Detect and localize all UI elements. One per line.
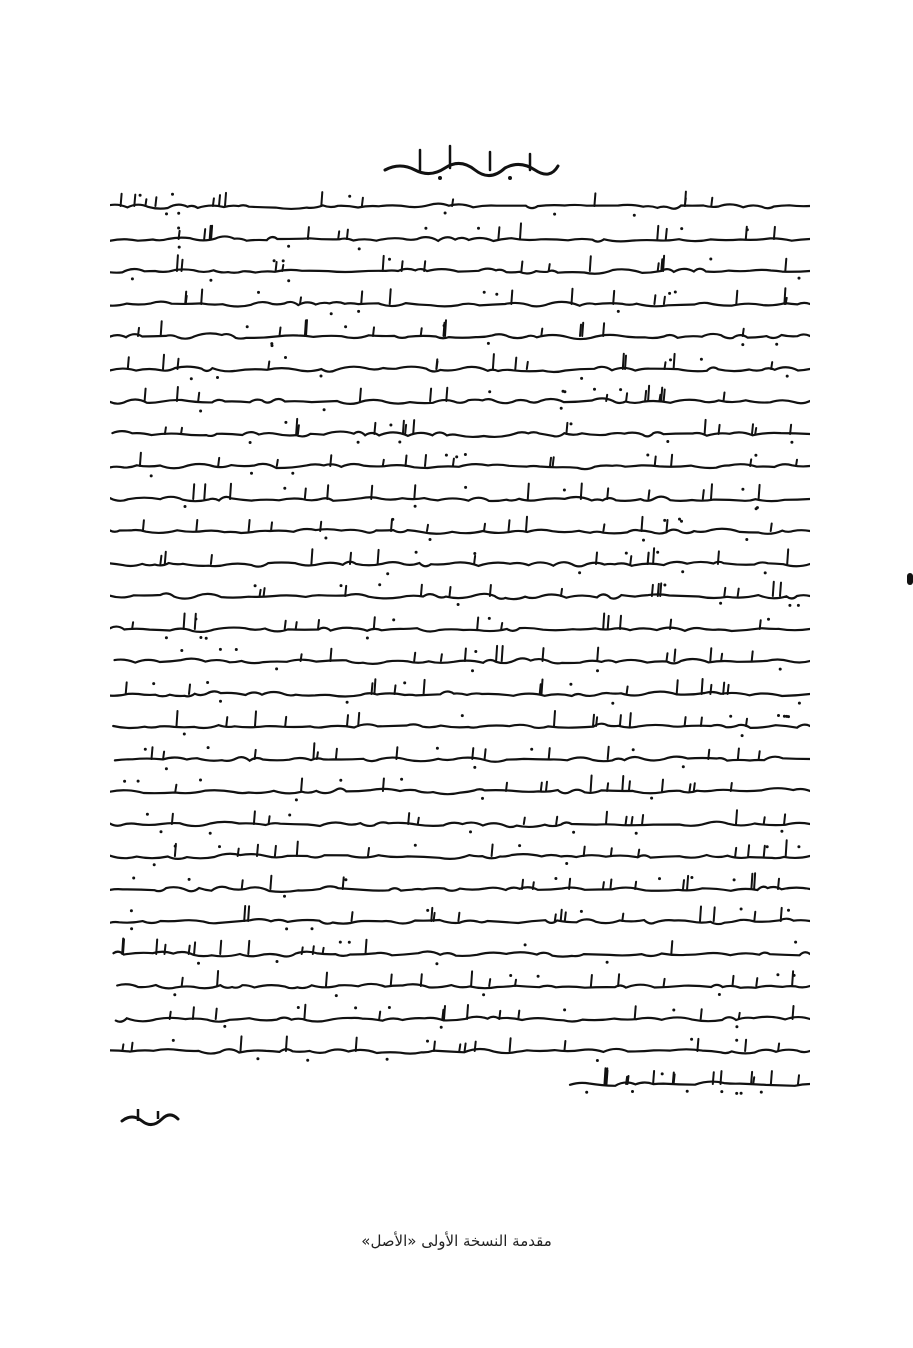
- manuscript-line: [110, 578, 810, 608]
- manuscript-line: [110, 611, 810, 641]
- manuscript-line: [110, 936, 810, 966]
- manuscript-line: [110, 481, 810, 511]
- manuscript-text-block: [110, 140, 810, 1140]
- manuscript-line: [110, 513, 810, 543]
- manuscript-line: [110, 253, 810, 283]
- manuscript-line: [110, 546, 810, 576]
- manuscript-line: [110, 448, 810, 478]
- manuscript-line: [110, 968, 810, 998]
- manuscript-line: [110, 351, 810, 381]
- manuscript-line: [110, 1066, 810, 1096]
- manuscript-line: [110, 708, 810, 738]
- manuscript-line: [110, 806, 810, 836]
- manuscript-line: [110, 838, 810, 868]
- manuscript-line: [110, 188, 810, 218]
- manuscript-line: [110, 221, 810, 251]
- catchword: [120, 1105, 180, 1131]
- manuscript-line: [110, 773, 810, 803]
- manuscript-line: [110, 643, 810, 673]
- manuscript-line: [110, 383, 810, 413]
- page-edge-mark: [907, 573, 913, 585]
- manuscript-line: [110, 416, 810, 446]
- manuscript-line: [110, 286, 810, 316]
- manuscript-line: [110, 871, 810, 901]
- manuscript-line: [110, 1033, 810, 1063]
- manuscript-line: [110, 676, 810, 706]
- page-caption: مقدمة النسخة الأولى «الأصل»: [361, 1232, 552, 1250]
- basmala-heading: [380, 140, 560, 184]
- manuscript-line: [110, 318, 810, 348]
- manuscript-line: [110, 1001, 810, 1031]
- manuscript-line: [110, 903, 810, 933]
- manuscript-line: [110, 741, 810, 771]
